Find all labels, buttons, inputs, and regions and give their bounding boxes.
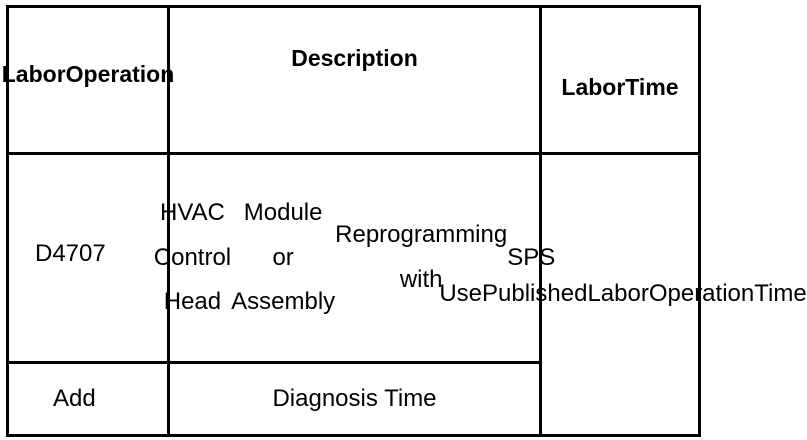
- labor-time-line-4: Operation: [648, 280, 755, 308]
- row-2-labor-operation: [9, 364, 167, 434]
- labor-time-line-5: Time: [754, 280, 807, 308]
- header-labor-time: [542, 8, 698, 152]
- row-2-description: [170, 364, 539, 434]
- labor-operation-table: [1, 5, 807, 437]
- row-2-description-value: Diagnosis Time: [272, 384, 437, 412]
- header-labor-operation: [1, 8, 175, 152]
- header-description: [170, 8, 539, 152]
- header-labor-operation-line-1: Labor: [1, 60, 66, 87]
- header-labor-time-line-1: Labor: [561, 73, 626, 100]
- row-2-labor-operation-value: Add: [53, 384, 96, 412]
- row-1-description-line-3: Reprogramming with: [335, 221, 508, 293]
- header-labor-operation-line-2: Operation: [65, 60, 175, 87]
- row-1-description: [153, 155, 556, 361]
- row-1-labor-operation-value: D4707: [35, 239, 106, 267]
- row-1-description-line-2: Module or Assembly: [231, 199, 336, 316]
- labor-time-line-3: Labor: [587, 280, 649, 308]
- row-1-labor-operation: [9, 155, 167, 361]
- row-1-description-line-1: HVAC Control Head: [153, 199, 232, 316]
- labor-time-line-2: Published: [482, 280, 588, 308]
- labor-time-line-1: Use: [439, 280, 483, 308]
- row-1-description-line-4: SPS: [507, 243, 556, 271]
- header-labor-time-line-2: Time: [625, 73, 679, 100]
- header-description-label: Description: [291, 44, 418, 71]
